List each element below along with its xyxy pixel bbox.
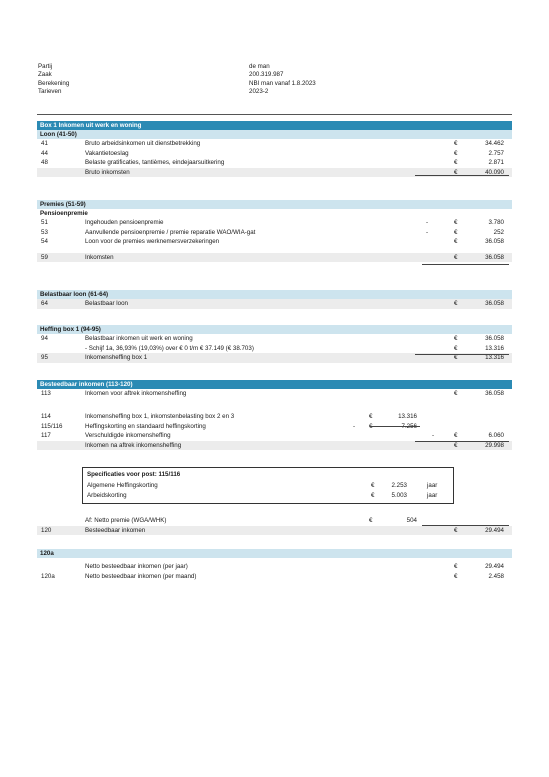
specification-box: [82, 467, 454, 504]
header-divider: [37, 114, 512, 115]
spec-title: Specificaties voor post: 115/116: [87, 471, 181, 478]
spec-amount: 2.253: [391, 482, 407, 489]
row-code: 64: [41, 300, 48, 307]
header-meta: [38, 63, 518, 97]
spec-unit: jaar: [427, 482, 438, 489]
minus-sign: -: [426, 219, 429, 226]
section-besteedbaar: [37, 380, 512, 399]
section-title: Besteedbaar inkomen (113-120): [37, 380, 512, 389]
row-desc: Belastbaar loon: [85, 300, 128, 307]
currency-symbol: €: [454, 300, 458, 307]
table-row: [37, 158, 512, 168]
currency-symbol: €: [369, 517, 373, 524]
subtotal-line: [415, 354, 509, 355]
meta-label: Tarieven: [38, 88, 62, 96]
currency-symbol: €: [454, 238, 458, 245]
currency-symbol: €: [454, 168, 458, 176]
currency-symbol: €: [454, 140, 458, 147]
row-code: 95: [41, 354, 48, 361]
subsection-title: Loon (41-50): [37, 130, 512, 139]
currency-symbol: €: [454, 253, 458, 261]
currency-symbol: €: [454, 228, 458, 236]
section-premies: [37, 200, 512, 262]
row-amount: 29.494: [485, 526, 504, 534]
row-desc: Inkomsten: [85, 253, 114, 261]
total-row: [37, 253, 512, 263]
row-amount: 2.871: [488, 159, 504, 166]
row-code: 54: [41, 238, 48, 245]
meta-value: de man: [249, 63, 270, 70]
currency-symbol: €: [454, 441, 458, 449]
spec-unit: jaar: [427, 492, 438, 499]
total-row: [37, 526, 512, 536]
spec-label: Arbeidskorting: [87, 492, 127, 499]
meta-row-tarieven: [38, 88, 518, 96]
meta-value: NBI man vanaf 1.8.2023: [249, 79, 316, 87]
total-row: [37, 299, 512, 309]
table-row: [37, 572, 512, 582]
row-code: 51: [41, 219, 48, 226]
table-row: [37, 237, 512, 247]
section-title: Premies (51-59): [37, 200, 512, 209]
row-amount: 2.757: [488, 149, 504, 157]
row-desc: Ingehouden pensioenpremie: [85, 219, 164, 226]
currency-symbol: €: [454, 354, 458, 361]
table-row: [37, 344, 512, 354]
spec-amount: 5.003: [391, 492, 407, 499]
meta-value: 200.319.987: [249, 71, 284, 79]
currency-symbol: €: [454, 390, 458, 397]
row-desc: - Schijf 1a, 36,93% (19,03%) over € 0 t/m € 37.149 (€ 38.703): [85, 344, 254, 352]
meta-label: Zaak: [38, 71, 52, 79]
row-desc: Verschuldigde inkomensheffing: [85, 432, 171, 439]
minus-sign: -: [353, 422, 356, 430]
subtotal-line: [415, 175, 509, 176]
table-row: [37, 228, 512, 238]
row-amount: 252: [493, 228, 504, 236]
row-desc: Inkomensheffing box 1: [85, 354, 148, 361]
currency-symbol: €: [454, 526, 458, 534]
currency-symbol: €: [454, 432, 458, 439]
row-code: 114: [41, 413, 51, 420]
spec-row: [87, 481, 447, 490]
row-desc: Vakantietoeslag: [85, 149, 129, 157]
row-desc: Inkomen voor aftrek inkomensheffing: [85, 390, 187, 397]
table-row: [37, 334, 512, 344]
row-amount: 504: [406, 517, 417, 524]
row-desc: Inkomen na aftrek inkomensheffing: [85, 441, 182, 449]
row-amount: 13.316: [398, 413, 417, 420]
currency-symbol: €: [454, 219, 458, 226]
row-amount: 7.256: [401, 422, 417, 430]
currency-symbol: €: [369, 413, 373, 420]
row-amount: 13.316: [485, 354, 504, 361]
minus-sign: -: [432, 432, 435, 439]
table-row: [37, 422, 512, 432]
subsection-title: Pensioenpremie: [40, 210, 88, 217]
section-heffing: [37, 325, 512, 363]
table-row: [37, 139, 512, 149]
subtotal-line: [422, 264, 509, 265]
row-desc: Belastbaar inkomen uit werk en woning: [85, 335, 193, 342]
meta-row-zaak: [38, 71, 518, 79]
row-desc: Belaste gratificaties, tantièmes, eindejaarsuitkering: [85, 159, 225, 166]
currency-symbol: €: [454, 344, 458, 352]
spec-label: Algemene Heffingskorting: [87, 482, 158, 489]
section-120a: [37, 549, 512, 581]
row-desc: Heffingskorting en standaard heffingskorting: [85, 422, 206, 430]
subtotal-line: [415, 441, 509, 442]
currency-symbol: €: [369, 422, 373, 430]
row-amount: 6.060: [488, 432, 504, 439]
section-box1: [37, 121, 512, 177]
row-desc: Bruto inkomsten: [85, 168, 130, 176]
currency-symbol: €: [454, 572, 458, 580]
meta-row-partij: [38, 63, 518, 71]
table-row: [37, 431, 512, 441]
section-belastbaar: [37, 290, 512, 309]
meta-label: Partij: [38, 63, 53, 70]
currency-symbol: €: [371, 482, 375, 489]
row-amount: 34.462: [485, 140, 504, 147]
row-code: 117: [41, 432, 51, 439]
table-row: [37, 412, 512, 422]
row-code: 113: [41, 390, 51, 397]
table-row: [37, 218, 512, 228]
row-desc: Af: Netto premie (WGA/WHK): [85, 517, 167, 524]
subtotal-line: [370, 426, 420, 427]
row-amount: 36.058: [485, 253, 504, 261]
row-amount: 29.998: [485, 441, 504, 449]
row-amount: 36.058: [485, 238, 504, 245]
row-desc: Netto besteedbaar inkomen (per maand): [85, 572, 197, 580]
section-title: 120a: [37, 549, 512, 558]
row-desc: Bruto arbeidsinkomen uit dienstbetrekking: [85, 140, 201, 147]
currency-symbol: €: [454, 149, 458, 157]
meta-value: 2023-2: [249, 88, 269, 96]
row-desc: Inkomensheffing box 1, inkomstenbelasting box 2 en 3: [85, 413, 235, 420]
row-amount: 3.780: [488, 219, 504, 226]
row-amount: 29.494: [485, 563, 504, 570]
currency-symbol: €: [454, 563, 458, 570]
row-code: 41: [41, 140, 48, 147]
row-code: 120a: [41, 572, 55, 580]
section-besteedbaar-detail: [37, 412, 512, 450]
row-amount: 36.058: [485, 390, 504, 397]
row-amount: 13.316: [485, 344, 504, 352]
table-row: [37, 149, 512, 159]
row-desc: Aanvullende pensioenpremie / premie reparatie WAO/WIA-gat: [85, 228, 256, 236]
row-code: 48: [41, 159, 48, 166]
row-code: 120: [41, 526, 52, 534]
row-amount: 36.058: [485, 300, 504, 307]
row-desc: Besteedbaar inkomen: [85, 526, 146, 534]
row-amount: 40.090: [485, 168, 504, 176]
row-code: 94: [41, 335, 48, 342]
spec-row: [87, 491, 447, 500]
row-code: 44: [41, 149, 48, 157]
meta-label: Berekening: [38, 79, 70, 87]
table-row: [37, 562, 512, 572]
row-amount: 36.058: [485, 335, 504, 342]
row-amount: 2.458: [488, 572, 504, 580]
subtotal-line: [422, 525, 509, 526]
section-title: Heffing box 1 (94-95): [37, 325, 512, 334]
row-code: 59: [41, 253, 48, 261]
row-code: 53: [41, 228, 48, 236]
section-title: Box 1 Inkomen uit werk en woning: [37, 121, 512, 130]
row-desc: Loon voor de premies werknemersverzekeringen: [85, 238, 220, 245]
table-row: [37, 389, 512, 399]
row-desc: Netto besteedbaar inkomen (per jaar): [85, 563, 188, 570]
currency-symbol: €: [371, 492, 375, 499]
currency-symbol: €: [454, 335, 458, 342]
section-title: Belastbaar loon (61-64): [37, 290, 512, 299]
minus-sign: -: [426, 228, 429, 236]
currency-symbol: €: [454, 159, 458, 166]
meta-row-berekening: [38, 80, 518, 88]
row-code: 115/116: [41, 422, 63, 430]
